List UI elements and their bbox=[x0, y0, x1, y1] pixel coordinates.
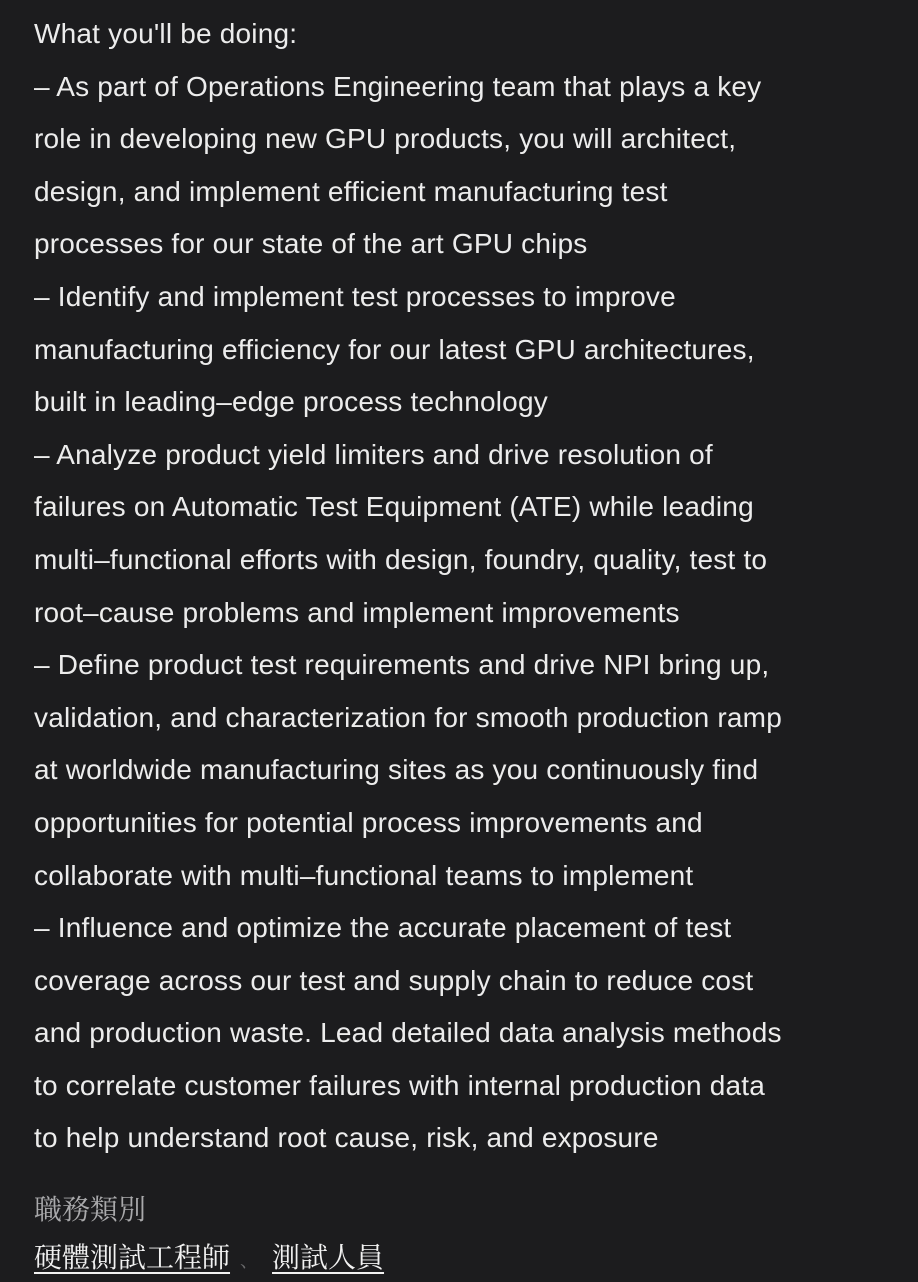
job-category-tags bbox=[34, 1238, 894, 1282]
description-line: root–cause problems and implement improvements bbox=[34, 596, 680, 628]
description-line: built in leading–edge process technology bbox=[34, 386, 548, 418]
description-line: – Identify and implement test processes to improve bbox=[34, 280, 676, 312]
description-line: at worldwide manufacturing sites as you continuously find bbox=[34, 754, 759, 786]
description-line: to help understand root cause, risk, and exposure bbox=[34, 1122, 659, 1154]
category-tag-hardware-test-engineer[interactable]: 硬體測試工程師 bbox=[34, 1241, 231, 1274]
description-line: collaborate with multi–functional teams to implement bbox=[34, 859, 694, 891]
tag-separator: 、 bbox=[240, 1251, 259, 1272]
description-line: and production waste. Lead detailed data analysis methods bbox=[34, 1017, 782, 1049]
description-line: validation, and characterization for smooth production ramp bbox=[34, 701, 782, 733]
description-line: – Analyze product yield limiters and drive resolution of bbox=[34, 438, 713, 470]
description-line: role in developing new GPU products, you will architect, bbox=[34, 123, 737, 155]
description-line: design, and implement efficient manufacturing test bbox=[34, 175, 668, 207]
job-category-label: 職務類別 bbox=[34, 1193, 147, 1226]
description-heading: What you'll be doing: bbox=[34, 18, 298, 49]
description-line: – As part of Operations Engineering team that plays a key bbox=[34, 70, 762, 102]
description-line: multi–functional efforts with design, foundry, quality, test to bbox=[34, 543, 768, 575]
job-category-section bbox=[34, 1190, 894, 1282]
description-line: opportunities for potential process improvements and bbox=[34, 806, 703, 838]
category-tag-tester[interactable]: 測試人員 bbox=[272, 1241, 385, 1274]
description-line: failures on Automatic Test Equipment (ATE) while leading bbox=[34, 491, 754, 523]
job-description bbox=[34, 8, 894, 1165]
description-line: manufacturing efficiency for our latest GPU architectures, bbox=[34, 333, 755, 365]
description-line: processes for our state of the art GPU chips bbox=[34, 228, 588, 260]
description-line: to correlate customer failures with internal production data bbox=[34, 1069, 766, 1101]
description-line: – Define product test requirements and drive NPI bring up, bbox=[34, 649, 770, 681]
description-line: – Influence and optimize the accurate placement of test bbox=[34, 912, 732, 944]
description-line: coverage across our test and supply chain to reduce cost bbox=[34, 964, 754, 996]
